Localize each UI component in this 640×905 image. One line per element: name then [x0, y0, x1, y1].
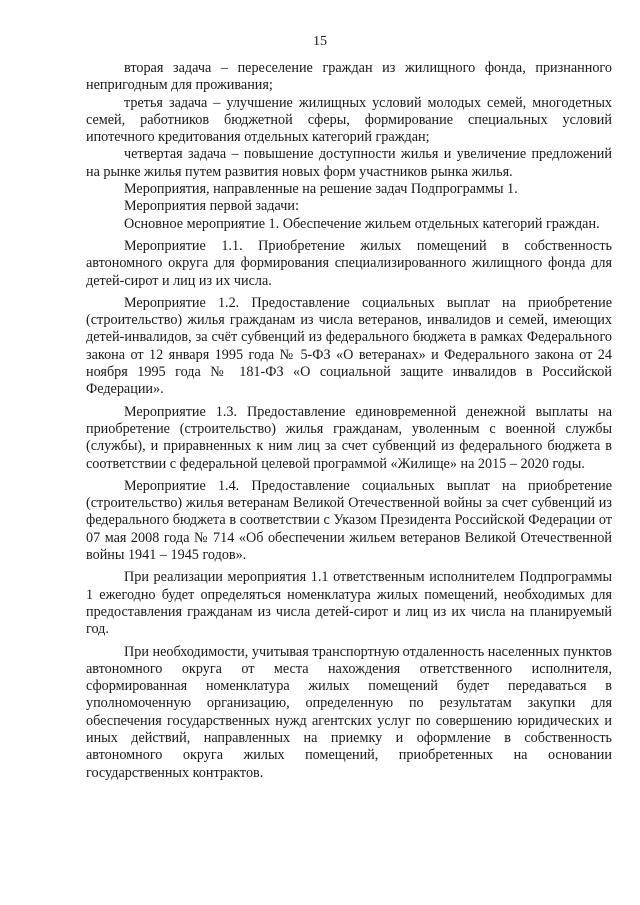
paragraph-second-task: вторая задача – переселение граждан из жилищного фонда, признанного непригодным для проживания; [86, 60, 612, 94]
page-number: 15 [313, 34, 327, 49]
paragraph-measure-1-4: Мероприятие 1.4. Предоставление социальных выплат на приобретение (строительство) жилья ветеранам Великой Отечественной войны за счет субвенций из федерального бюджета в соответствии с Указом Президента Российской Федерации от 07 мая 2008 года № 714 «Об обеспечении жильем ветеранов Великой Отечественной войны 1941 – 1945 годов». [86, 477, 612, 564]
paragraph-if-necessary: При необходимости, учитывая транспортную отдаленность населенных пунктов автономного округа от места нахождения ответственного исполнителя, сформированная номенклатура жилых помещений будет передаваться в уполномоченную организацию, определенную по результатам закупки для обеспечения государственных нужд агентских услуг по совершению юридических и иных действий, направленных на приемку и оформление в собственность автономного округа жилых помещений, приобретенных на основании государственных контрактов. [86, 643, 612, 781]
paragraph-measure-1-2: Мероприятие 1.2. Предоставление социальных выплат на приобретение (строительство) жилья гражданам из числа ветеранов, инвалидов и семей, имеющих детей-инвалидов, за счёт субвенций из федерального бюджета в рамках Федерального закона от 12 января 1995 года № 5-ФЗ «О ветеранах» и Федерального закона от 24 ноября 1995 года № 181-ФЗ «О социальной защите инвалидов в Российской Федерации». [86, 294, 612, 398]
paragraph-measure-1-3: Мероприятие 1.3. Предоставление единовременной денежной выплаты на приобретение (строительство) жилья гражданам, уволенным с военной службы (службы), и приравненных к ним лиц за счет субвенций из федерального бюджета в соответствии с федеральной целевой программой «Жилище» на 2015 – 2020 годы. [86, 403, 612, 472]
paragraph-implementation: При реализации мероприятия 1.1 ответственным исполнителем Подпрограммы 1 ежегодно будет определяться номенклатура жилых помещений, необходимых для предоставления гражданам из числа детей-сирот и лиц из их числа на планируемый год. [86, 569, 612, 638]
paragraph-third-task: третья задача – улучшение жилищных условий молодых семей, многодетных семей, работников бюджетной сферы, формирование специальных условий ипотечного кредитования отдельных категорий граждан; [86, 94, 612, 146]
paragraph-first-task-measures: Мероприятия первой задачи: [124, 198, 299, 215]
paragraph-main-measure-1: Основное мероприятие 1. Обеспечение жильем отдельных категорий граждан. [124, 215, 600, 232]
paragraph-measure-1-1: Мероприятие 1.1. Приобретение жилых помещений в собственность автономного округа для формирования специализированного жилищного фонда для детей-сирот и лиц из их числа. [86, 237, 612, 289]
document-body [86, 60, 612, 782]
paragraph-fourth-task: четвертая задача – повышение доступности жилья и увеличение предложений на рынке жилья путем развития новых форм участников рынка жилья. [86, 146, 612, 180]
paragraph-measures-heading: Мероприятия, направленные на решение задач Подпрограммы 1. [124, 181, 518, 198]
